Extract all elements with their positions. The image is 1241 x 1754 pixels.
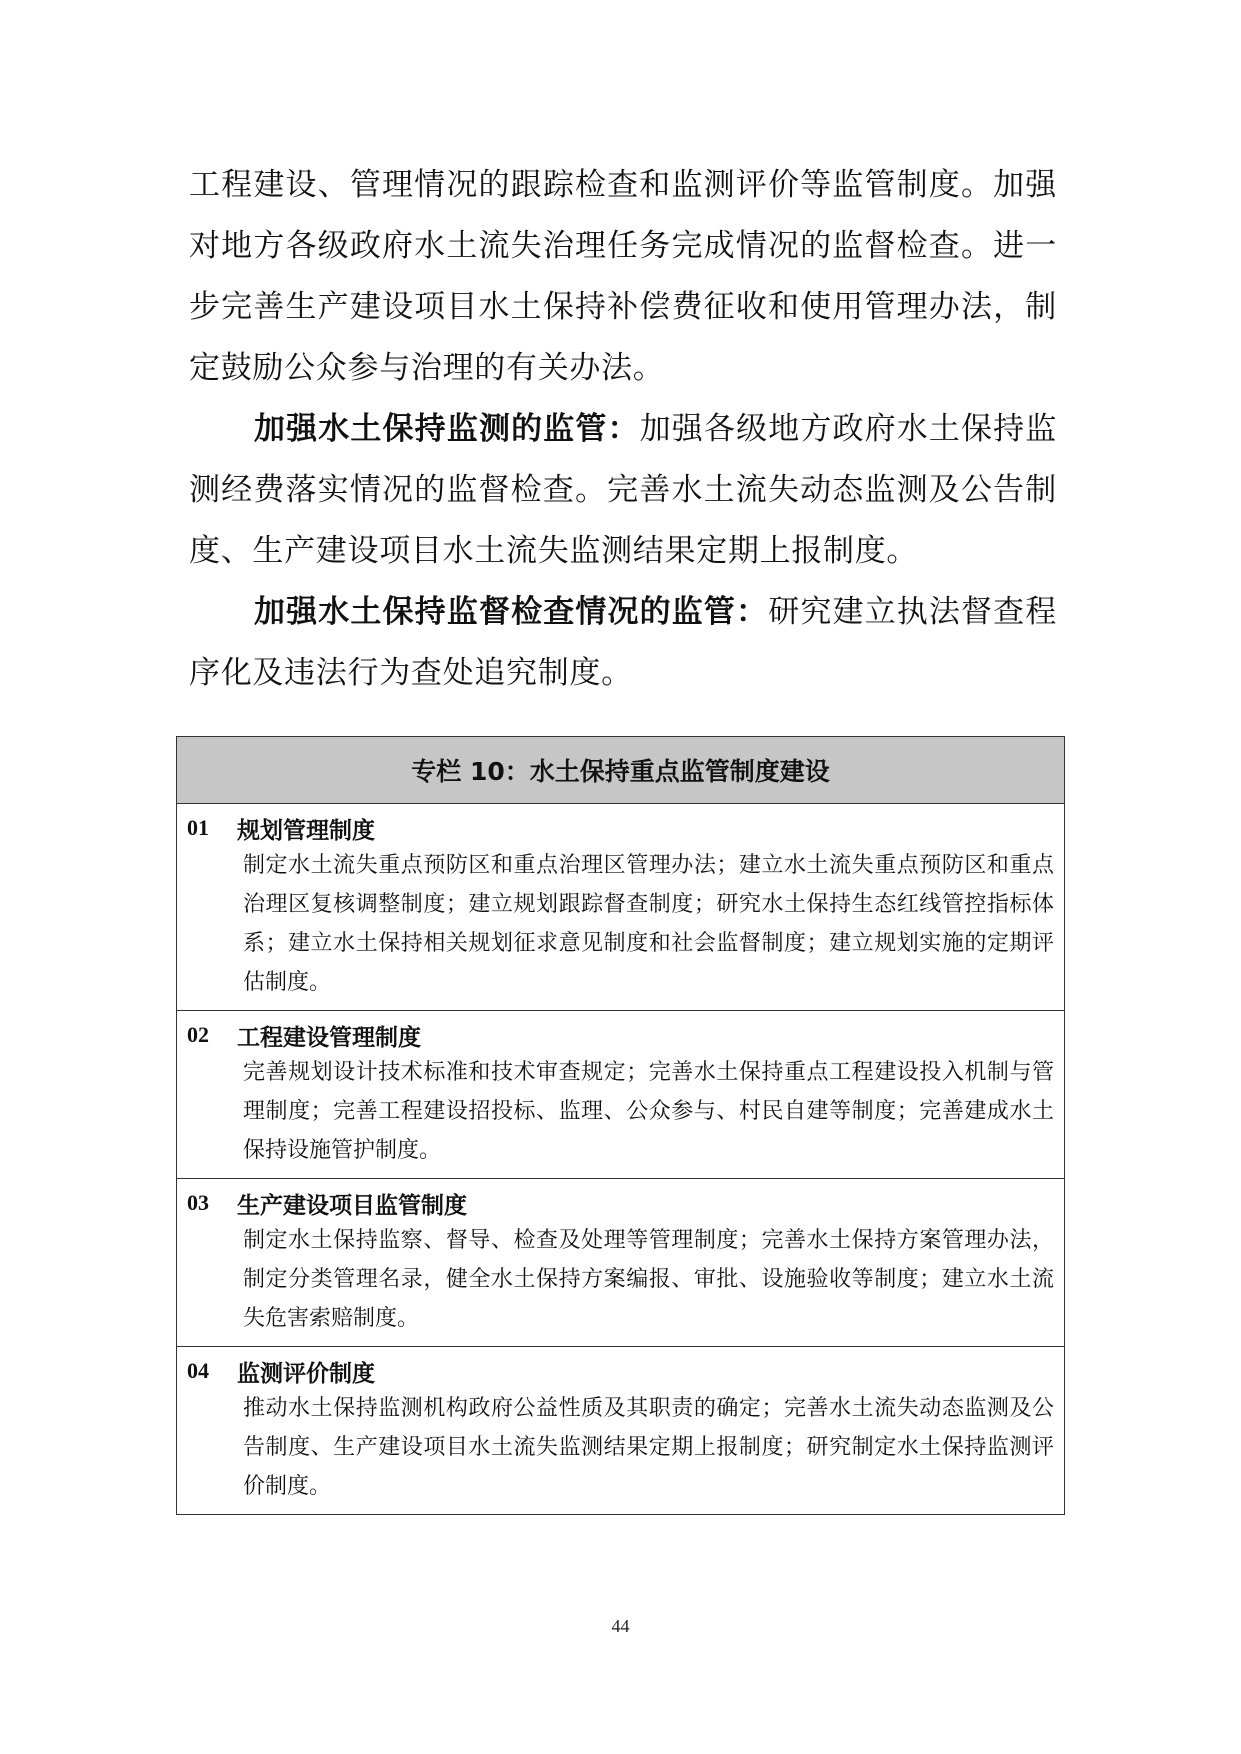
paragraph-text: 加强各级地方政府水土保持监测经费落实情况的监督检查。完善水土流失动态监测及公告制度、生产建设项目水土流失监测结果定期上报制度。 bbox=[189, 411, 1057, 569]
box-title: 专栏 10：水土保持重点监管制度建设 bbox=[177, 737, 1064, 804]
paragraph-lead: 加强水土保持监督检查情况的监管： bbox=[254, 594, 769, 630]
paragraph-3 bbox=[189, 582, 1057, 704]
paragraph-text: 研究建立执法督查程序化及违法行为查处追究制度。 bbox=[189, 594, 1057, 691]
box-section bbox=[177, 1179, 1064, 1347]
section-header bbox=[187, 1017, 1054, 1053]
body-text bbox=[189, 155, 1057, 704]
section-number: 04 bbox=[187, 1358, 209, 1383]
box-section bbox=[177, 1011, 1064, 1179]
section-title: 监测评价制度 bbox=[237, 1360, 375, 1387]
section-body: 完善规划设计技术标准和技术审查规定；完善水土保持重点工程建设投入机制与管理制度；完善工程建设招投标、监理、公众参与、村民自建等制度；完善建成水土保持设施管护制度。 bbox=[243, 1060, 1054, 1163]
section-body: 制定水土保持监察、督导、检查及处理等管理制度；完善水土保持方案管理办法，制定分类管理名录，健全水土保持方案编报、审批、设施验收等制度；建立水土流失危害索赔制度。 bbox=[243, 1228, 1054, 1331]
section-header bbox=[187, 1353, 1054, 1389]
section-title: 工程建设管理制度 bbox=[237, 1024, 421, 1051]
paragraph-text: 工程建设、管理情况的跟踪检查和监测评价等监管制度。加强对地方各级政府水土流失治理任务完成情况的监督检查。进一步完善生产建设项目水土保持补偿费征收和使用管理办法，制定鼓励公众参与治理的有关办法。 bbox=[189, 167, 1057, 386]
section-header bbox=[187, 810, 1054, 846]
paragraph-1 bbox=[189, 155, 1057, 399]
section-number: 03 bbox=[187, 1190, 209, 1215]
box-section bbox=[177, 1347, 1064, 1514]
section-title: 规划管理制度 bbox=[237, 817, 375, 844]
section-number: 01 bbox=[187, 815, 209, 840]
box-section bbox=[177, 804, 1064, 1011]
section-body: 推动水土保持监测机构政府公益性质及其职责的确定；完善水土流失动态监测及公告制度、生产建设项目水土流失监测结果定期上报制度；研究制定水土保持监测评价制度。 bbox=[243, 1396, 1054, 1499]
column-box bbox=[176, 736, 1065, 1515]
paragraph-2 bbox=[189, 399, 1057, 582]
section-body: 制定水土流失重点预防区和重点治理区管理办法；建立水土流失重点预防区和重点治理区复核调整制度；建立规划跟踪督查制度；研究水土保持生态红线管控指标体系；建立水土保持相关规划征求意见制度和社会监督制度；建立规划实施的定期评估制度。 bbox=[243, 853, 1054, 995]
section-number: 02 bbox=[187, 1022, 209, 1047]
section-header bbox=[187, 1185, 1054, 1221]
page-number: 44 bbox=[611, 1616, 630, 1636]
section-title: 生产建设项目监管制度 bbox=[237, 1192, 467, 1219]
paragraph-lead: 加强水土保持监测的监管： bbox=[254, 411, 640, 447]
